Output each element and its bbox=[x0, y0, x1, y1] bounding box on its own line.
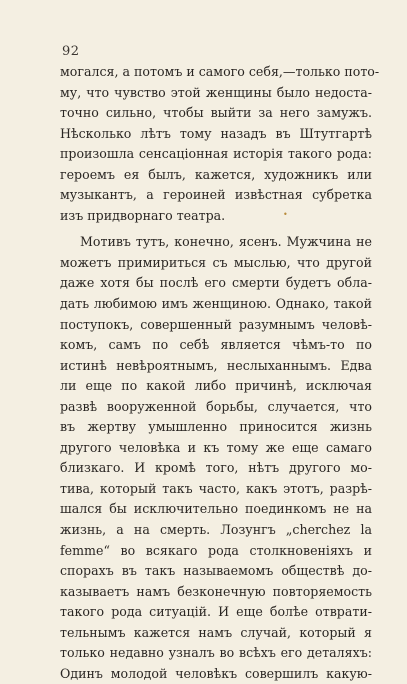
text-line: казываетъ намъ безконечную повторяемость bbox=[60, 583, 372, 599]
text-line: жизнь, а на смерть. Лозунгъ „cherchez la bbox=[60, 522, 372, 538]
text-line: въ жертву умышленно приносится жизнь bbox=[60, 419, 372, 435]
paragraph-1 bbox=[60, 62, 380, 226]
text-line: шался бы исключительно поединкомъ не на bbox=[60, 501, 372, 517]
text-line: истинѣ невѣроятнымъ, неслыханнымъ. Едва bbox=[60, 357, 372, 373]
page-number: 92 bbox=[62, 44, 80, 59]
text-line: тельнымъ кажется намъ случай, который я bbox=[60, 624, 372, 640]
ink-speck-mark: • bbox=[283, 210, 288, 219]
book-page-text bbox=[60, 62, 380, 684]
text-line: изъ придворнаго театра. bbox=[60, 207, 226, 223]
text-line: только недавно узналъ во всѣхъ его деталяхъ: bbox=[60, 645, 372, 661]
text-line: произошла сенсаціонная исторія такого рода: bbox=[60, 146, 372, 162]
text-line: музыкантъ, а героиней извѣстная субретка bbox=[60, 187, 372, 203]
text-line: можетъ примириться съ мыслью, что другой bbox=[60, 254, 372, 270]
text-line: героемъ ея былъ, кажется, художникъ или bbox=[60, 166, 372, 182]
text-line: близкаго. И кромѣ того, нѣтъ другого мо- bbox=[60, 460, 372, 476]
text-line: спорахъ въ такъ называемомъ обществѣ до- bbox=[60, 563, 372, 579]
text-line: такого рода ситуацій. И еще болѣе отврати- bbox=[60, 604, 372, 620]
text-line: Мотивъ тутъ, конечно, ясенъ. Мужчина не bbox=[80, 234, 372, 250]
text-line: му, что чувство этой женщины было недоста- bbox=[60, 84, 372, 100]
text-line: точно сильно, чтобы выйти за него замужъ. bbox=[60, 105, 372, 121]
paragraph-2 bbox=[60, 232, 372, 684]
text-line: даже хотя бы послѣ его смерти будетъ обла- bbox=[60, 275, 372, 291]
text-line: могался, а потомъ и самого себя,—только пото- bbox=[60, 64, 380, 79]
text-line: развѣ вооруженной борьбы, случается, что bbox=[60, 398, 372, 414]
text-line: другого человѣка и къ тому же еще самаго bbox=[60, 439, 372, 455]
text-line: дать любимою имъ женщиною. Однако, такой bbox=[60, 296, 372, 312]
text-line: поступокъ, совершенный разумнымъ человѣ- bbox=[60, 316, 372, 332]
text-line: Одинъ молодой человѣкъ совершилъ какую- bbox=[60, 665, 372, 681]
text-line: тива, который такъ часто, какъ этотъ, разрѣ- bbox=[60, 480, 372, 496]
text-line: комъ, самъ по себѣ является чѣмъ-то по bbox=[60, 337, 372, 353]
text-line: Нѣсколько лѣтъ тому назадъ въ Штутгартѣ bbox=[60, 125, 372, 141]
text-line: ли еще по какой либо причинѣ, исключая bbox=[60, 378, 372, 394]
text-line: femme“ во всякаго рода столкновеніяхъ и bbox=[60, 542, 372, 558]
